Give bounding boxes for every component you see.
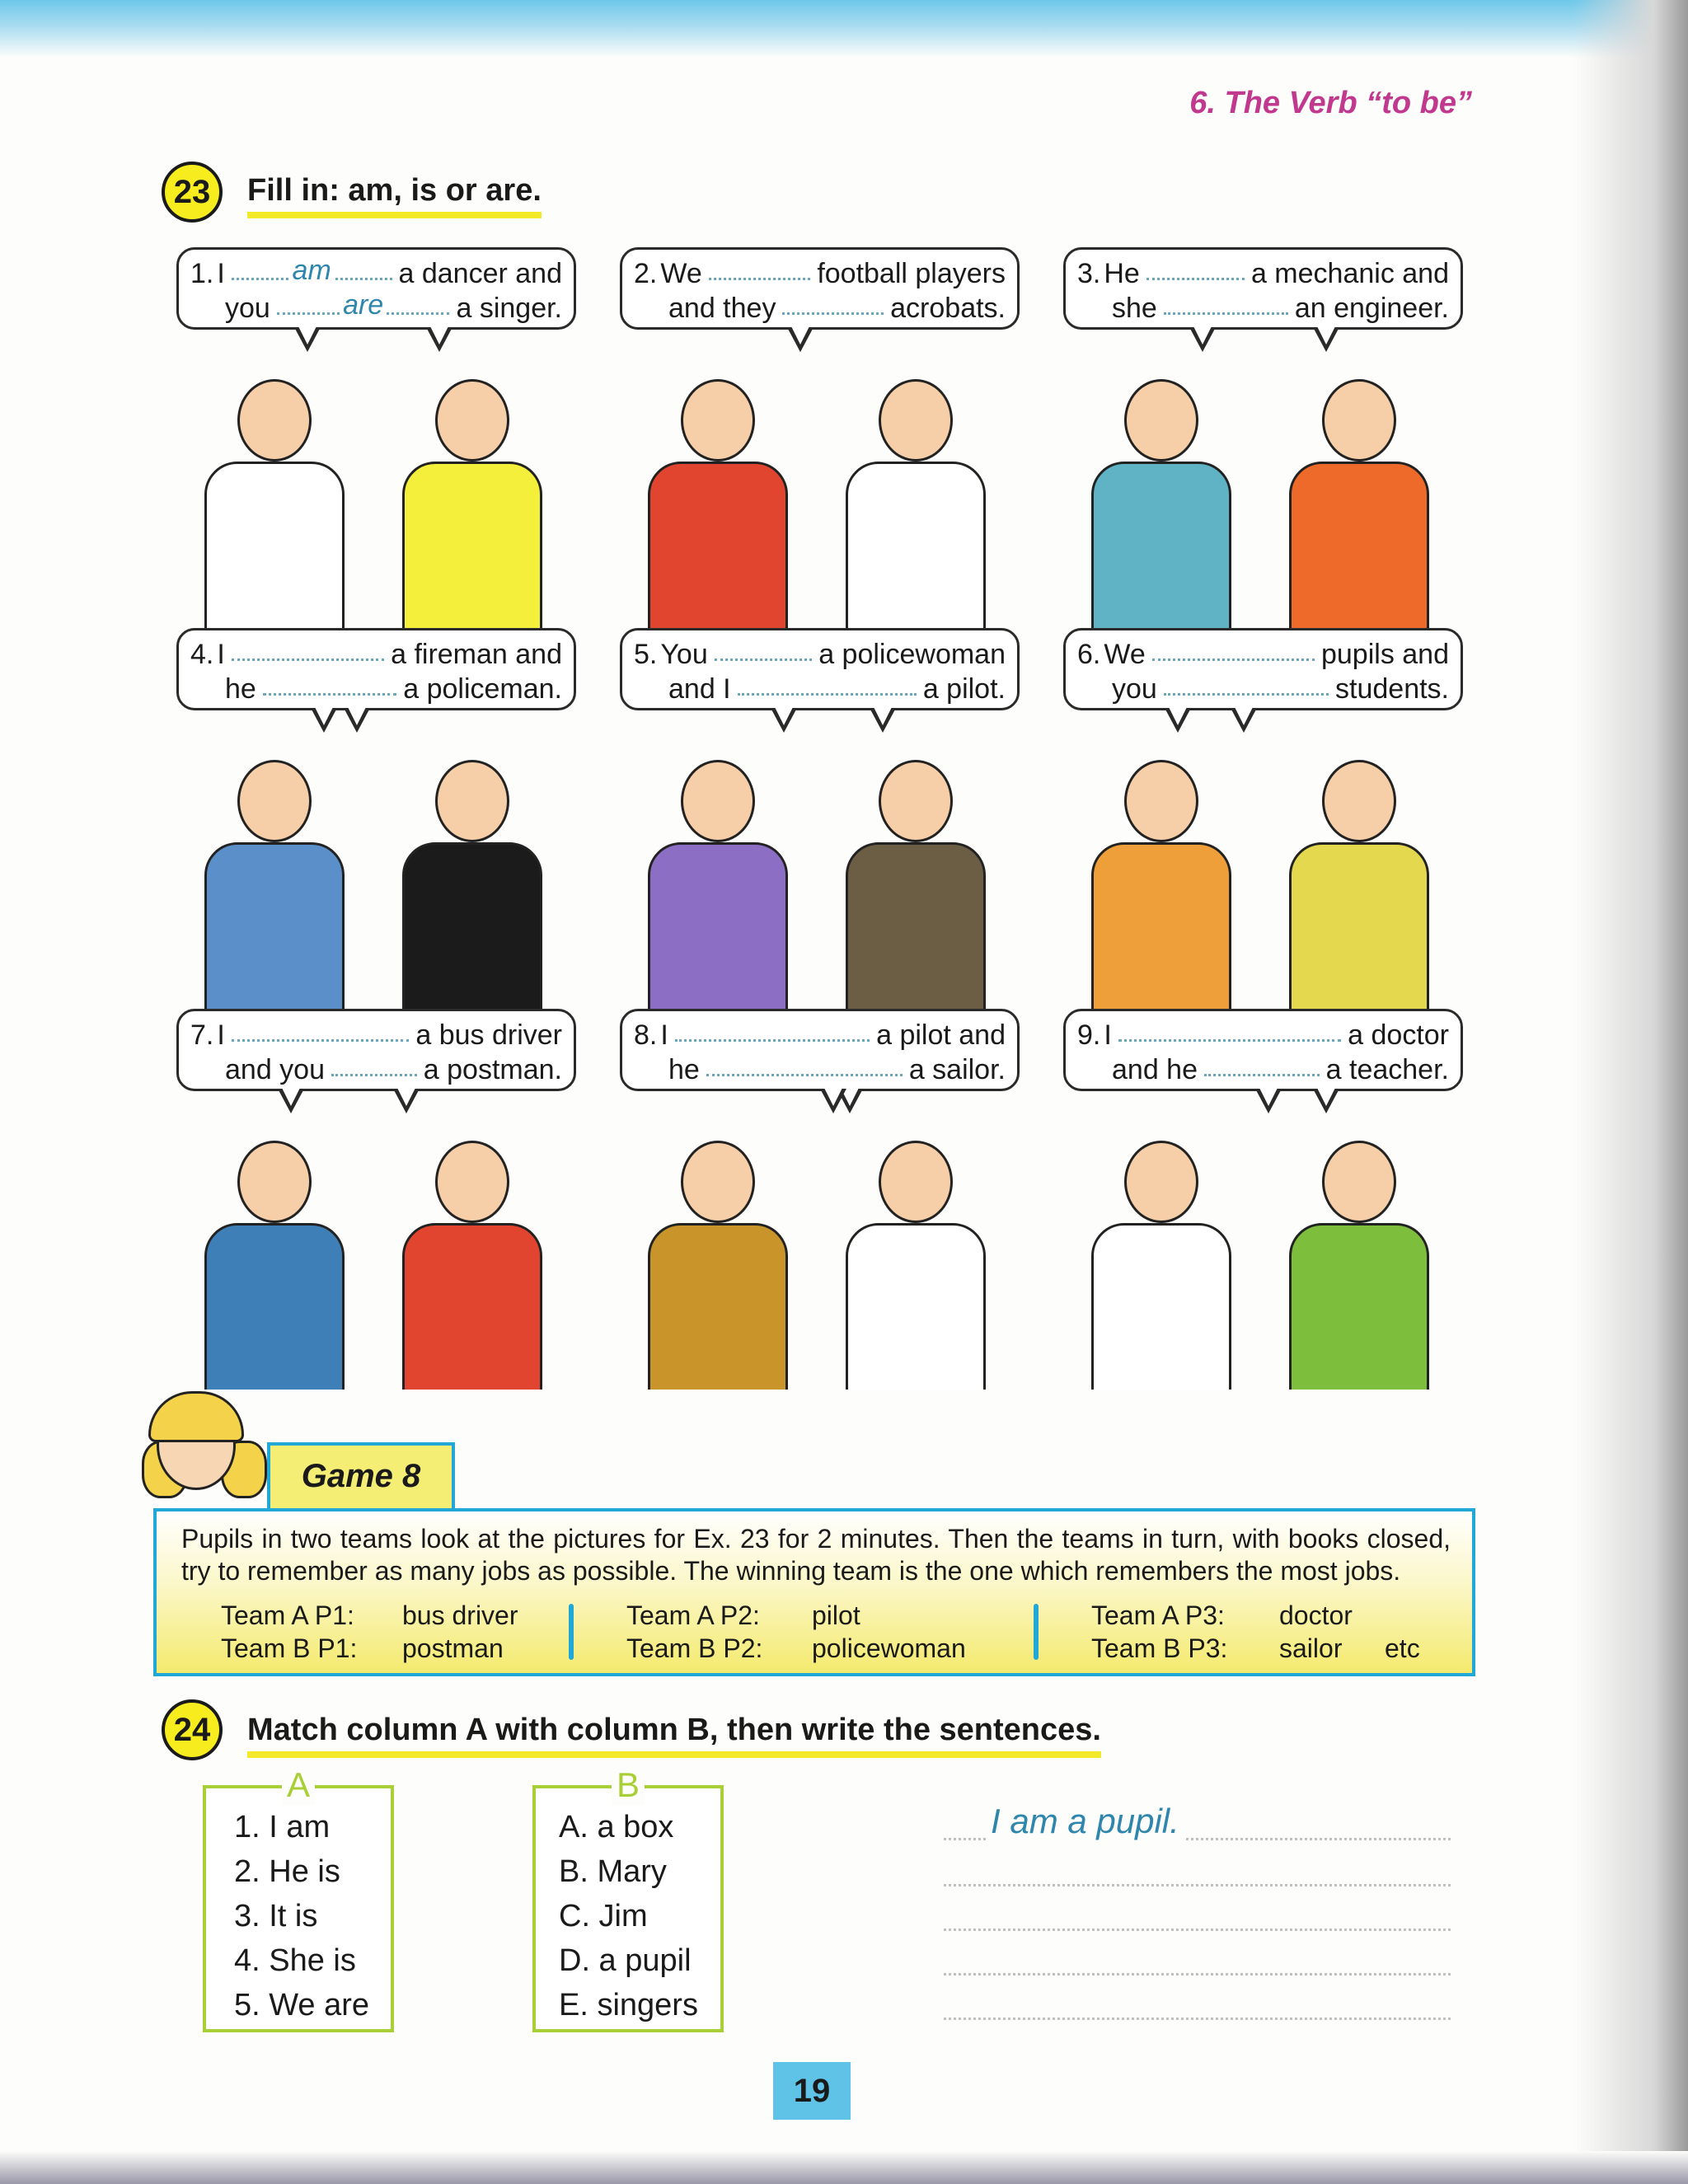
bubble-tail (344, 708, 370, 733)
game-box (153, 1508, 1475, 1676)
answer-blank[interactable] (1204, 1052, 1320, 1076)
person-figure (1091, 363, 1231, 628)
person-body (648, 1223, 788, 1390)
team-group-1 (221, 1599, 518, 1665)
answer-blank[interactable] (1118, 1018, 1341, 1042)
bubble-line (190, 1018, 562, 1052)
complement-text: a dancer and (398, 258, 562, 289)
person-figure (402, 743, 542, 1009)
bubble-tail (870, 708, 896, 733)
subject-text: We (660, 258, 702, 289)
complement-text: football players (817, 258, 1006, 289)
answer-blank[interactable] (675, 1018, 870, 1042)
complement-text: a policeman. (403, 673, 562, 705)
person-body (846, 462, 986, 628)
subject-text: I (217, 639, 225, 670)
chapter-title: 6. The Verb “to be” (1189, 86, 1472, 120)
person-body (1091, 1223, 1231, 1390)
answer-line[interactable] (944, 1859, 1451, 1886)
answer-blank[interactable] (263, 672, 396, 696)
person-head (237, 760, 312, 842)
subject-text: and I (668, 673, 731, 705)
answer-line[interactable] (944, 1993, 1451, 2020)
column-a-list (234, 1805, 369, 2027)
person-head (681, 379, 755, 462)
bubble-tail (278, 1089, 304, 1113)
answer-blank[interactable] (1164, 291, 1288, 315)
bubble-line (190, 672, 562, 706)
bubble-tail (1231, 708, 1257, 733)
team-label: Team A P1: (221, 1601, 354, 1630)
answer-blank[interactable] (1164, 672, 1329, 696)
subject-text: and they (668, 293, 776, 324)
bubble-line (634, 672, 1006, 706)
bubble-tail (426, 327, 452, 352)
item-number: 9. (1077, 1019, 1101, 1051)
person-body (1289, 1223, 1429, 1390)
team-job: bus driver (402, 1601, 518, 1630)
exercise-panel (1058, 247, 1466, 628)
bubble-tail (820, 1089, 846, 1113)
exercise-number-badge: 23 (162, 162, 223, 223)
team-job: policewoman (812, 1633, 966, 1663)
bubble-line (634, 1018, 1006, 1052)
complement-text: a pilot and (876, 1019, 1006, 1051)
game-title: Game 8 (267, 1442, 455, 1508)
item-number: 4. (190, 639, 214, 670)
bubble-line (1077, 672, 1449, 706)
page-top-band (0, 0, 1688, 58)
bubble-line (190, 291, 562, 326)
column-a-item: 2. He is (234, 1854, 340, 1889)
answer-blank[interactable] (232, 1018, 410, 1042)
person-head (1322, 379, 1396, 462)
game-description: Pupils in two teams look at the pictures for Ex. 23 for 2 minutes. Then the teams in turn, with books closed, try to remember as many jobs as possible. The winning team is the one which remembers the most jobs. (181, 1524, 1451, 1586)
speech-bubble (176, 247, 576, 330)
complement-text: a policewoman (818, 639, 1006, 670)
person-body (1091, 462, 1231, 628)
bubble-tail (1255, 1089, 1282, 1113)
person-body (402, 842, 542, 1009)
exercise-panel (171, 628, 579, 1009)
complement-text: a doctor (1348, 1019, 1449, 1051)
complement-text: a bus driver (415, 1019, 562, 1051)
person-head (681, 1141, 755, 1223)
bubble-tail (311, 708, 337, 733)
bubble-line (634, 291, 1006, 326)
column-a-box (203, 1765, 394, 2032)
item-number: 3. (1077, 258, 1101, 289)
bubble-tail (1165, 708, 1191, 733)
panel-illustration (615, 735, 1023, 1009)
subject-text: I (1104, 1019, 1112, 1051)
team-group-3 (1091, 1599, 1420, 1665)
person-body (648, 462, 788, 628)
panel-illustration (1058, 735, 1466, 1009)
person-body (204, 1223, 345, 1390)
bubble-line (1077, 637, 1449, 672)
subject-text: You (660, 639, 708, 670)
person-figure (648, 363, 788, 628)
subject-text: I (217, 258, 225, 289)
answer-blank[interactable] (709, 256, 811, 280)
bubble-line (1077, 1052, 1449, 1087)
item-number: 2. (634, 258, 658, 289)
panel-illustration (1058, 1116, 1466, 1390)
panel-illustration (615, 354, 1023, 628)
subject-text: you (1112, 673, 1157, 705)
exercise-panel (1058, 628, 1466, 1009)
answer-blank[interactable] (232, 637, 384, 661)
divider (1034, 1604, 1039, 1660)
answer-blank[interactable] (277, 289, 450, 321)
complement-text: a singer. (456, 293, 562, 324)
answer-line[interactable] (944, 1948, 1451, 1975)
subject-text: you (225, 293, 270, 324)
exercise-panel (171, 1009, 579, 1390)
person-body (1289, 842, 1429, 1009)
person-head (879, 1141, 953, 1223)
column-b-box (532, 1765, 724, 2032)
person-figure (1091, 743, 1231, 1009)
team-label: Team B P1: (221, 1633, 358, 1663)
person-figure (204, 743, 345, 1009)
column-b-item: D. a pupil (559, 1943, 692, 1978)
exercise-panel (171, 247, 579, 628)
person-figure (402, 1124, 542, 1390)
answer-blank[interactable] (1152, 637, 1315, 661)
complement-text: a postman. (423, 1054, 562, 1085)
person-body (402, 1223, 542, 1390)
subject-text: He (1104, 258, 1140, 289)
bubble-line (1077, 1018, 1449, 1052)
answer-blank[interactable] (715, 637, 812, 661)
person-figure (846, 363, 986, 628)
person-figure (204, 363, 345, 628)
person-head (237, 379, 312, 462)
person-head (1322, 1141, 1396, 1223)
panel-illustration (171, 1116, 579, 1390)
bubble-tail (1189, 327, 1216, 352)
exercise-title: Fill in: am, is or are. (247, 173, 542, 218)
page-number: 19 (773, 2062, 851, 2120)
bubble-tail (393, 1089, 420, 1113)
person-figure (648, 743, 788, 1009)
answer-blank[interactable] (706, 1052, 903, 1076)
team-label: Team B P3: (1091, 1633, 1228, 1663)
person-head (1124, 1141, 1198, 1223)
complement-text: pupils and (1320, 639, 1449, 670)
bubble-line (190, 637, 562, 672)
person-head (237, 1141, 312, 1223)
person-figure (846, 1124, 986, 1390)
panel-illustration (171, 354, 579, 628)
column-b-item: B. Mary (559, 1854, 667, 1889)
subject-text: she (1112, 293, 1157, 324)
bubble-line (634, 637, 1006, 672)
page-bottom-shadow (0, 2151, 1688, 2184)
complement-text: a teacher. (1325, 1054, 1449, 1085)
complement-text: a fireman and (391, 639, 562, 670)
person-head (1124, 379, 1198, 462)
subject-text: and you (225, 1054, 325, 1085)
bubble-line (634, 1052, 1006, 1087)
column-a-item: 3. It is (234, 1899, 318, 1933)
column-b-heading: B (612, 1765, 645, 1805)
item-number: 7. (190, 1019, 214, 1051)
team-label: Team A P2: (626, 1601, 760, 1630)
team-job: doctor (1279, 1601, 1353, 1630)
person-figure (1091, 1124, 1231, 1390)
column-a-item: 5. We are (234, 1988, 370, 2022)
person-figure (648, 1124, 788, 1390)
subject-text: he (225, 673, 256, 705)
answer-example: I am a pupil. (986, 1802, 1184, 1841)
person-figure (402, 363, 542, 628)
answer-text: are (343, 289, 384, 321)
divider (569, 1604, 574, 1660)
speech-bubble (620, 247, 1020, 330)
bubble-line (190, 1052, 562, 1087)
complement-text: students. (1335, 673, 1449, 705)
complement-text: a sailor. (908, 1054, 1006, 1085)
girl-hair (148, 1391, 244, 1442)
person-body (846, 842, 986, 1009)
subject-text: and he (1112, 1054, 1198, 1085)
speech-bubble (176, 628, 576, 710)
subject-text: he (668, 1054, 700, 1085)
bubble-line (1077, 291, 1449, 326)
person-figure (1289, 363, 1429, 628)
etc-label: etc (1385, 1633, 1420, 1663)
answer-text: am (292, 255, 331, 286)
subject-text: I (217, 1019, 225, 1051)
speech-bubble (620, 628, 1020, 710)
exercise-number-badge: 24 (162, 1699, 223, 1760)
person-head (435, 1141, 509, 1223)
person-figure (1289, 1124, 1429, 1390)
person-head (681, 760, 755, 842)
bubble-tail (1313, 1089, 1339, 1113)
item-number: 8. (634, 1019, 658, 1051)
person-figure (846, 743, 986, 1009)
person-body (204, 462, 345, 628)
bubble-tail (787, 327, 814, 352)
person-head (435, 379, 509, 462)
person-head (1124, 760, 1198, 842)
complement-text: a mechanic and (1250, 258, 1449, 289)
team-job: sailor (1279, 1633, 1343, 1663)
speech-bubble (620, 1009, 1020, 1091)
person-body (204, 842, 345, 1009)
bubble-line (1077, 256, 1449, 291)
panel-illustration (615, 1116, 1023, 1390)
panel-illustration (171, 735, 579, 1009)
subject-text: We (1104, 639, 1146, 670)
bubble-tail (1313, 327, 1339, 352)
speech-bubble (1063, 247, 1463, 330)
page-edge-shadow (1573, 0, 1688, 2184)
person-head (435, 760, 509, 842)
column-b-item: C. Jim (559, 1899, 648, 1933)
column-a-item: 4. She is (234, 1943, 356, 1978)
column-b-item: A. a box (559, 1810, 674, 1844)
item-number: 6. (1077, 639, 1101, 670)
exercise-panel (1058, 1009, 1466, 1390)
team-job: postman (402, 1633, 504, 1663)
team-group-2 (626, 1599, 966, 1665)
person-figure (1289, 743, 1429, 1009)
speech-bubble (176, 1009, 576, 1091)
person-head (879, 760, 953, 842)
speech-bubble (1063, 1009, 1463, 1091)
complement-text: acrobats. (890, 293, 1006, 324)
bubble-tail (771, 708, 797, 733)
person-body (1289, 462, 1429, 628)
person-head (1322, 760, 1396, 842)
answer-blank[interactable] (738, 672, 917, 696)
answer-blank[interactable] (1146, 256, 1245, 280)
exercise-panel (615, 247, 1023, 628)
panel-illustration (1058, 354, 1466, 628)
person-head (879, 379, 953, 462)
bubble-tail (294, 327, 321, 352)
answer-line[interactable] (944, 1904, 1451, 1931)
person-body (648, 842, 788, 1009)
person-body (846, 1223, 986, 1390)
complement-text: a pilot. (922, 673, 1006, 705)
subject-text: I (660, 1019, 668, 1051)
answer-blank[interactable] (232, 255, 392, 286)
exercise-panel (615, 628, 1023, 1009)
column-b-list (559, 1805, 698, 2027)
person-body (402, 462, 542, 628)
column-a-item: 1. I am (234, 1810, 331, 1844)
speech-bubble (1063, 628, 1463, 710)
column-b-item: E. singers (559, 1988, 698, 2022)
item-number: 5. (634, 639, 658, 670)
column-a-heading: A (282, 1765, 315, 1805)
answer-blank[interactable] (331, 1052, 417, 1076)
exercise-title: Match column A with column B, then write the sentences. (247, 1713, 1101, 1758)
bubble-line (190, 256, 562, 291)
team-label: Team B P2: (626, 1633, 763, 1663)
complement-text: an engineer. (1294, 293, 1449, 324)
item-number: 1. (190, 258, 214, 289)
team-label: Team A P3: (1091, 1601, 1225, 1630)
team-job: pilot (812, 1601, 860, 1630)
person-body (1091, 842, 1231, 1009)
exercise-panel (615, 1009, 1023, 1390)
person-figure (204, 1124, 345, 1390)
bubble-line (634, 256, 1006, 291)
answer-blank[interactable] (782, 291, 884, 315)
